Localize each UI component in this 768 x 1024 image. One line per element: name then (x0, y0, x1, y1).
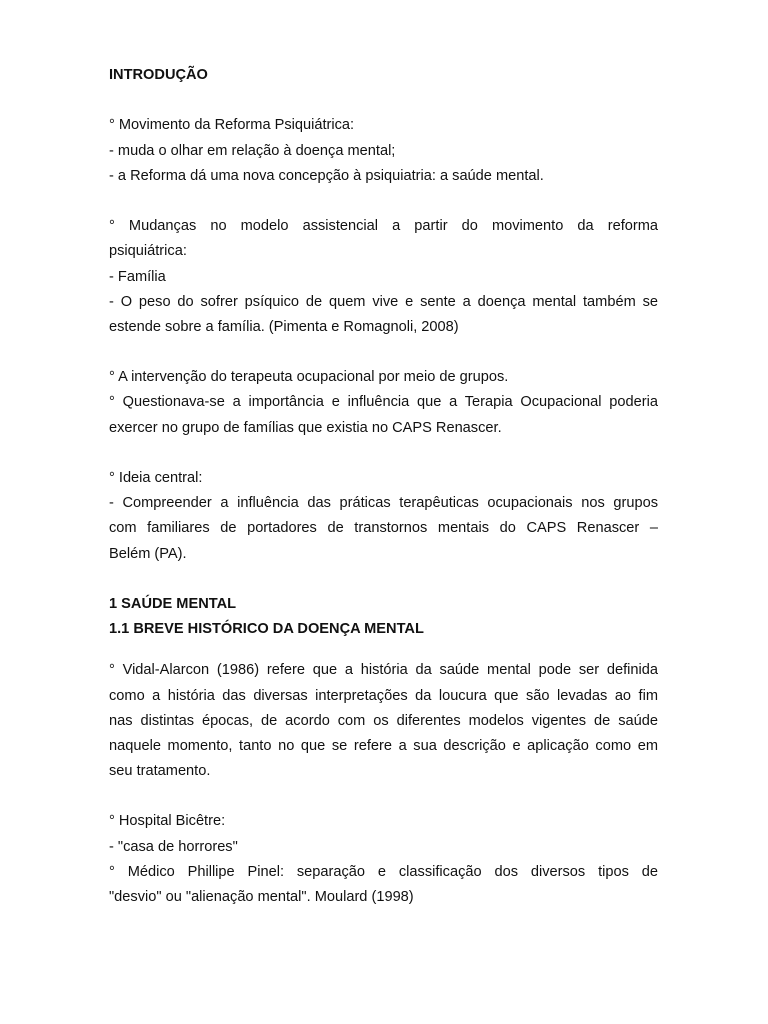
paragraph-line: Belém (PA). (109, 545, 187, 562)
paragraph-line: com familiares de portadores de transtornos mentais do CAPS Renascer – (109, 520, 658, 537)
paragraph-line: nas distintas épocas, de acordo com os diferentes modelos vigentes de saúde (109, 712, 658, 729)
subsection-heading: 1.1 BREVE HISTÓRICO DA DOENÇA MENTAL (109, 621, 424, 638)
spacer (109, 642, 658, 658)
paragraph-line: ° Mudanças no modelo assistencial a partir do movimento da reforma (109, 218, 658, 235)
paragraph-vidal-alarcon (109, 658, 658, 784)
paragraph-line: ° Ideia central: (109, 470, 203, 486)
paragraph-line: naquele momento, tanto no que se refere a sua descrição e aplicação como em (109, 737, 658, 754)
paragraph-line: - O peso do sofrer psíquico de quem vive e sente a doença mental também se (109, 293, 658, 310)
paragraph-line: ° Vidal-Alarcon (1986) refere que a história da saúde mental pode ser definida (109, 662, 658, 679)
paragraph-line: ° A intervenção do terapeuta ocupacional por meio de grupos. (109, 369, 509, 386)
spacer (109, 88, 658, 113)
paragraph-line: ° Questionava-se a importância e influência que a Terapia Ocupacional poderia (109, 394, 658, 411)
spacer (109, 189, 658, 214)
paragraph-line: ° Movimento da Reforma Psiquiátrica: (109, 117, 355, 134)
intro-heading: INTRODUÇÃO (109, 67, 208, 83)
paragraph-line: "desvio" ou "alienação mental". Moulard (1998) (109, 889, 414, 905)
paragraph-bicetre (109, 809, 658, 910)
spacer (109, 340, 658, 365)
paragraph-line: - a Reforma dá uma nova concepção à psiquiatria: a saúde mental. (109, 167, 544, 184)
spacer (109, 784, 658, 809)
paragraph-reforma (109, 113, 658, 189)
spacer (109, 567, 658, 592)
paragraph-line: estende sobre a família. (Pimenta e Romagnoli, 2008) (109, 318, 459, 335)
paragraph-line: exercer no grupo de famílias que existia no CAPS Renascer. (109, 419, 502, 436)
paragraph-intervencao (109, 365, 658, 441)
paragraph-line: psiquiátrica: (109, 243, 187, 260)
paragraph-line: ° Médico Phillipe Pinel: separação e classificação dos diversos tipos de (109, 863, 658, 880)
paragraph-line: - muda o olhar em relação à doença mental; (109, 142, 396, 159)
paragraph-line: como a história das diversas interpretações da loucura que são levadas ao fim (109, 687, 658, 704)
paragraph-mudancas (109, 214, 658, 340)
document-page (109, 63, 658, 910)
section-heading: 1 SAÚDE MENTAL (109, 595, 237, 612)
paragraph-line: ° Hospital Bicêtre: (109, 813, 226, 830)
spacer (109, 441, 658, 466)
paragraph-line: - Compreender a influência das práticas terapêuticas ocupacionais nos grupos (109, 495, 658, 512)
paragraph-ideia-central (109, 466, 658, 567)
paragraph-line: seu tratamento. (109, 763, 211, 780)
paragraph-line: - Família (109, 268, 166, 285)
paragraph-line: - "casa de horrores" (109, 838, 238, 855)
